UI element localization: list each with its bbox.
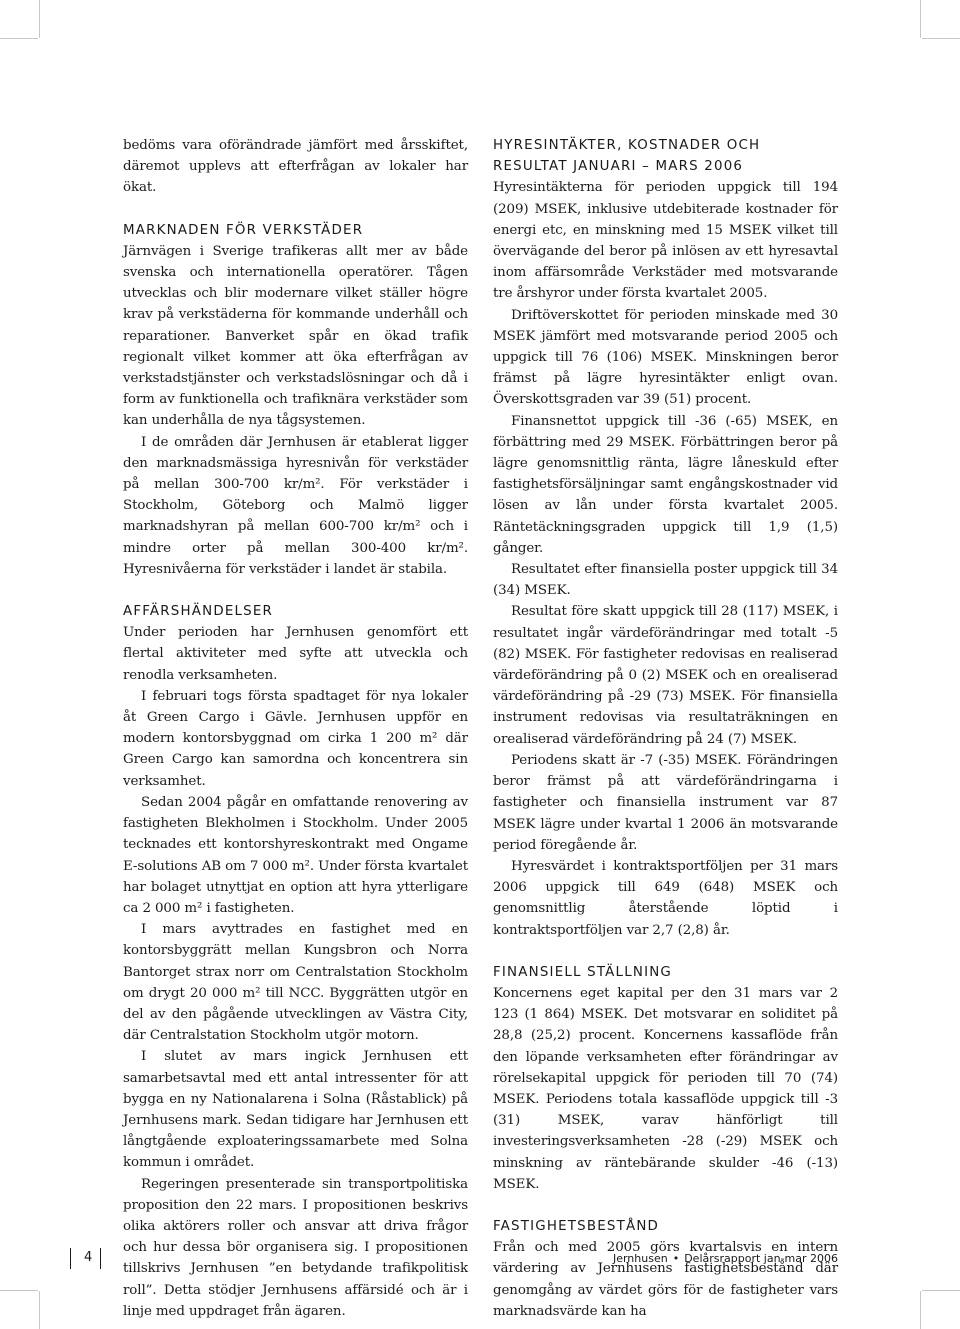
bullet-separator: •: [672, 1252, 680, 1265]
crop-mark: [39, 1291, 40, 1329]
divider: [100, 1248, 101, 1269]
paragraph: Hyresvärdet i kontraktsportföljen per 31 mars 2006 uppgick till 649 (648) MSEK och genomsnittlig återstående löptid i kontraktsportföljen var 2,7 (2,8) år.: [493, 858, 838, 938]
intro-paragraph: bedöms vara oförändrade jämfört med årsskiftet, däremot upplevs att efterfrågan av lokaler har ökat.: [123, 138, 468, 196]
section-heading-results: [493, 135, 838, 177]
crop-mark: [920, 1291, 921, 1329]
paragraph: Driftöverskottet för perioden minskade med 30 MSEK jämfört med motsvarande period 2005 och uppgick till 76 (106) MSEK. Minskningen beror främst på lägre hyresintäkter enligt ovan. Överskottsgraden var 39 (51) procent.: [493, 307, 838, 408]
paragraph: Finansnettot uppgick till -36 (-65) MSEK, en förbättring med 29 MSEK. Förbättringen beror på lägre genomsnittlig ränta, lägre låneskuld efter fastighetsförsäljningar samt engångskostnader vid lösen av lån under första kvartalet 2005. Räntetäckningsgraden uppgick till 1,9 (1,5) gånger.: [493, 413, 838, 556]
crop-mark: [920, 0, 921, 38]
paragraph: I de områden där Jernhusen är etablerat ligger den marknadsmässiga hyresnivån för verkstäder på mellan 300-700 kr/m². För verkstäder i Stockholm, Göteborg och Malmö ligger marknadshyran på mellan 600-700 kr/m² och i mindre orter på mellan 300-400 kr/m². Hyresnivåerna för verkstäder i landet är stabila.: [123, 434, 468, 577]
heading-line: HYRESINTÄKTER, KOSTNADER OCH: [493, 138, 761, 153]
paragraph: Resultatet efter finansiella poster uppgick till 34 (34) MSEK.: [493, 562, 838, 599]
paragraph: Resultat före skatt uppgick till 28 (117) MSEK, i resultatet ingår värdeförändringar med totalt -5 (82) MSEK. För fastigheter redovisas en realiserad värdeförändring på 0 (2) MSEK och en orealiserad värdeförändring på -29 (73) MSEK. För finansiella instrument redovisas via resultaträkningen en orealiserad värdeförändring på 24 (7) MSEK.: [493, 604, 838, 747]
right-column: [493, 135, 838, 1322]
section-heading-property: FASTIGHETSBESTÅND: [493, 1218, 660, 1234]
paragraph: I mars avyttrades en fastighet med en kontorsbyggrätt mellan Kungsbron och Norra Bantorget strax norr om Centralstation Stockholm om drygt 20 000 m² till NCC. Byggrätten utgör en del av den pågående utvecklingen av Västra City, där Centralstation Stockholm utgör motorn.: [123, 922, 468, 1044]
paragraph: Koncernens eget kapital per den 31 mars var 2 123 (1 864) MSEK. Det motsvarar en soliditet på 28,8 (25,2) procent. Koncernens kassaflöde från den löpande verksamheten efter förändringar av rörelsekapital uppgick för perioden till 70 (74) MSEK. Periodens totala kassaflöde uppgick till -3 (31) MSEK, varav hänförligt till investeringsverksamheten -28 (-29) MSEK och minskning av räntebärande skulder -46 (-13) MSEK.: [493, 985, 838, 1192]
section-heading-financial: FINANSIELL STÄLLNING: [493, 964, 673, 980]
crop-mark: [0, 38, 38, 39]
crop-mark: [0, 1290, 38, 1291]
crop-mark: [922, 38, 960, 39]
paragraph: Sedan 2004 pågår en omfattande renovering av fastigheten Blekholmen i Stockholm. Under 2005 tecknades ett kontorshyreskontrakt med Ongame E-solutions AB om 7 000 m². Under första kvartalet har bolaget utnyttjat en option att hyra ytterligare ca 2 000 m² i fastigheten.: [123, 794, 468, 916]
heading-line: RESULTAT JANUARI – MARS 2006: [493, 159, 744, 175]
footer-company: Jernhusen: [612, 1252, 668, 1265]
paragraph: Under perioden har Jernhusen genomfört ett flertal aktiviteter med syfte att utveckla och renodla verksamheten.: [123, 625, 468, 683]
divider: [70, 1248, 71, 1269]
running-footer: [613, 1252, 838, 1265]
left-column: [123, 135, 468, 1322]
paragraph: Regeringen presenterade sin transportpolitiska proposition den 22 mars. I propositionen beskrivs olika aktörers roller och ansvar att driva frågor och hur dessa bör organisera sig. I propositionen tillskrivs Jernhusen ”en betydande trafikpolitisk roll”. Detta stödjer Jernhusens affärsidé och är i linje med uppdraget från ägaren.: [123, 1176, 468, 1319]
section-heading-workshops: MARKNADEN FÖR VERKSTÄDER: [123, 222, 364, 238]
paragraph: Hyresintäkterna för perioden uppgick till 194 (209) MSEK, inklusive utdebiterade kostnader för energi etc, en minskning med 15 MSEK vilket till övervägande del beror på inlösen av ett hyresavtal inom affärsområde Verkstäder med motsvarande tre årshyror under första kvartalet 2005.: [493, 180, 838, 302]
crop-mark: [922, 1290, 960, 1291]
section-heading-business: AFFÄRSHÄNDELSER: [123, 604, 274, 620]
footer-report: Delårsrapport jan-mar 2006: [684, 1252, 838, 1265]
paragraph: Periodens skatt är -7 (-35) MSEK. Förändringen beror främst på att värdeförändringarna i fastigheter och finansiella instrument var 87 MSEK lägre under kvartal 1 2006 än motsvarande period föregående år.: [493, 752, 838, 853]
paragraph: I slutet av mars ingick Jernhusen ett samarbetsavtal med ett antal intressenter för att bygga en ny Nationalarena i Solna (Råstablick) på Jernhusens mark. Sedan tidigare har Jernhusen ett långtgående exploateringssamarbete med Solna kommun i området.: [123, 1049, 468, 1171]
page-number: 4: [84, 1250, 93, 1265]
crop-mark: [39, 0, 40, 38]
paragraph: I februari togs första spadtaget för nya lokaler åt Green Cargo i Gävle. Jernhusen uppför en modern kontorsbyggnad om cirka 1 200 m² där Green Cargo kan samordna och koncentrera sin verksamhet.: [123, 688, 468, 789]
paragraph: Järnvägen i Sverige trafikeras allt mer av både svenska och internationella operatörer. Tågen utvecklas och blir modernare vilket ställer högre krav på verkstäderna för kommande underhåll och reparationer. Banverket spår en ökad trafik regionalt vilket kommer att öka efterfrågan av verkstadstjänster och verkstadslösningar och då i form av funktionella och trafiknära verkstäder som kan underhålla de nya tågsystemen.: [123, 243, 468, 429]
paragraph: Från och med 2005 görs kvartalsvis en intern värdering av Jernhusens fastighetsbestånd där genomgång av värdet görs för de fastigheter vars marknadsvärde kan ha: [493, 1240, 838, 1319]
